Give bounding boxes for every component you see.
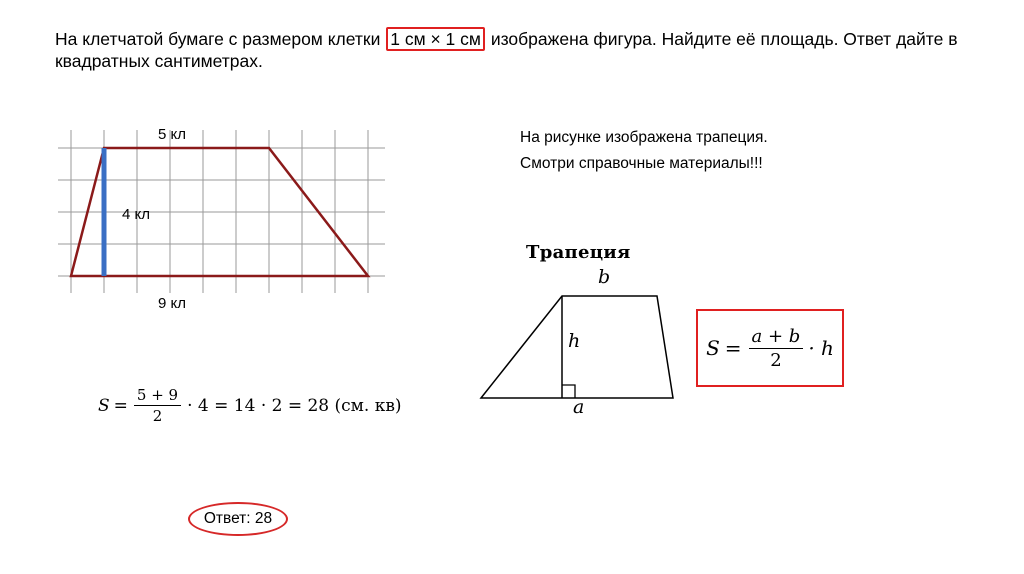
problem-text-before: На клетчатой бумаге с размером клетки	[55, 29, 381, 49]
note-line-2: Смотри справочные материалы!!!	[520, 155, 763, 172]
reference-label-b: b	[598, 266, 611, 288]
answer-oval	[188, 502, 288, 536]
reference-label-h: h	[568, 330, 581, 352]
solution-s: S	[98, 395, 110, 416]
area-formula-denominator: 2	[770, 349, 782, 371]
area-formula-fraction	[749, 326, 804, 371]
reference-label-a: a	[573, 396, 585, 418]
note-line-1: На рисунке изображена трапеция.	[520, 129, 768, 146]
problem-text-after: изображена фигура. Найдите её площадь. Ответ дайте в квадратных сантиметрах.	[55, 29, 958, 71]
solution-numerator: 5 + 9	[134, 386, 181, 406]
solution-denominator: 2	[152, 407, 163, 425]
top-base-label: 5 кл	[158, 126, 186, 143]
solution-fraction	[134, 386, 181, 425]
bottom-base-label: 9 кл	[158, 295, 186, 312]
solution-formula	[98, 386, 402, 425]
area-formula-mult: · h	[808, 336, 834, 360]
answer-text: Ответ: 28	[203, 510, 273, 527]
solution-rest: · 4 = 14 · 2 = 28 (см. кв)	[187, 395, 402, 416]
problem-text	[55, 28, 995, 72]
grid-lines	[58, 130, 385, 293]
solution-eq: =	[113, 395, 128, 416]
note	[520, 125, 768, 177]
area-formula-numerator: a + b	[749, 326, 804, 349]
area-formula-eq: =	[724, 336, 742, 360]
grid-trapezoid-figure	[50, 118, 390, 298]
area-formula-s: S	[706, 336, 720, 360]
reference-title: Трапеция	[526, 242, 631, 263]
height-label: 4 кл	[122, 206, 150, 223]
area-formula-box	[696, 309, 844, 387]
cell-size-highlight: 1 см × 1 см	[386, 27, 485, 51]
